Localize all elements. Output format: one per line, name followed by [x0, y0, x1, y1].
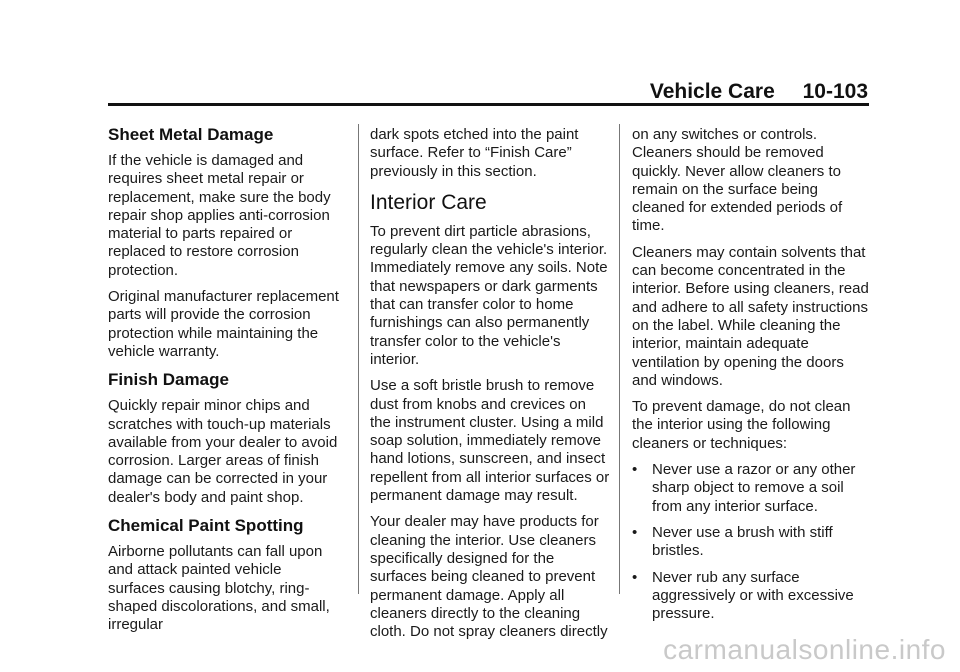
paragraph: Your dealer may have products for cleaning the interior. Use cleaners specifically designed for the surfaces being cleaned to prevent permanent damage. Apply all cleaners directly to the cleaning cloth. Do not spray cleaners directly [370, 513, 608, 641]
paragraph: Quickly repair minor chips and scratches with touch-up materials available from your dealer to avoid corrosion. Larger areas of finish damage can be corrected in your dealer's body and paint shop. [108, 397, 338, 506]
bullet-icon: • [632, 568, 638, 586]
paragraph: To prevent dirt particle abrasions, regularly clean the vehicle's interior. Immediately remove any soils. Note that newspapers or dark garments that can transfer color to home furnishings can also permanently transfer color to the vehicle's interior. [370, 222, 608, 368]
paragraph: Use a soft bristle brush to remove dust from knobs and crevices on the instrument cluster. Using a mild soap solution, immediately remove hand lotions, sunscreen, and insect repellent from all interior surfaces or permanent damage may result. [370, 377, 610, 505]
page-number: 10-103 [802, 80, 868, 103]
section-title: Vehicle Care [649, 80, 775, 103]
heading-interior-care: Interior Care [370, 190, 487, 214]
page-header [650, 80, 868, 104]
paragraph: Cleaners may contain solvents that can become concentrated in the interior. Before using cleaners, read and adhere to all safety instructions on the label. While cleaning the interior, maintain adequate ventilation by opening the doors and windows. [632, 243, 869, 389]
column-divider-1 [358, 124, 359, 594]
paragraph: If the vehicle is damaged and requires sheet metal repair or replacement, make sure the body repair shop applies anti-corrosion material to parts repaired or replaced to restore corrosion protection. [108, 152, 331, 279]
column-2 [370, 126, 610, 649]
paragraph: dark spots etched into the paint surface. Refer to “Finish Care” previously in this section. [370, 126, 579, 180]
list-item: • Never use a brush with stiff bristles. [632, 523, 833, 560]
paragraph: To prevent damage, do not clean the interior using the following cleaners or techniques: [632, 398, 851, 452]
paragraph: on any switches or controls. Cleaners should be removed quickly. Never allow cleaners to remain on the surface being cleaned for extended periods of time. [632, 126, 843, 235]
header-rule [108, 103, 869, 106]
list-item: • Never rub any surface aggressively or with excessive pressure. [632, 568, 854, 623]
paragraph: Original manufacturer replacement parts will provide the corrosion protection while maintaining the vehicle warranty. [108, 288, 339, 360]
heading-chemical-paint-spotting: Chemical Paint Spotting [108, 516, 304, 536]
column-3 [632, 126, 870, 631]
watermark: carmanualsonline.info [663, 634, 946, 665]
bullet-icon: • [632, 523, 638, 541]
cleaning-warnings-list [632, 461, 870, 623]
heading-finish-damage: Finish Damage [108, 370, 229, 390]
paragraph: Airborne pollutants can fall upon and attack painted vehicle surfaces causing blotchy, ring-shaped discolorations, and small, irregular [108, 543, 330, 634]
column-1 [108, 124, 340, 643]
bullet-icon: • [632, 461, 638, 479]
heading-sheet-metal-damage: Sheet Metal Damage [108, 125, 274, 144]
list-item: • Never use a razor or any other sharp object to remove a soil from any interior surface. [632, 461, 856, 515]
column-divider-2 [619, 124, 620, 594]
